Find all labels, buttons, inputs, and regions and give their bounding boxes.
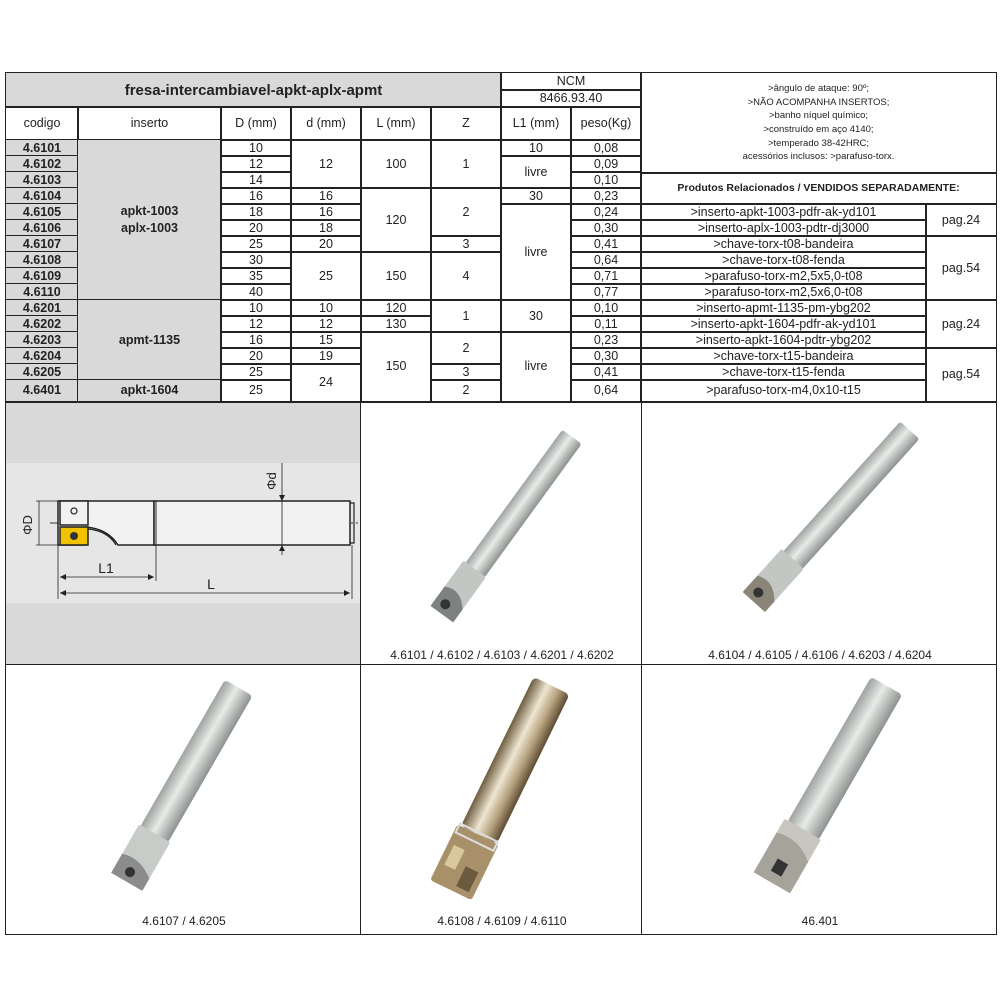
dim-L1: L1 <box>98 560 114 576</box>
Z-cell: 1 <box>430 299 502 333</box>
d-cell: 25 <box>290 251 362 301</box>
L1-cell: 30 <box>500 299 572 333</box>
inserto-group-1003 <box>77 139 222 301</box>
D-cell: 16 <box>220 331 292 349</box>
peso-cell: 0,30 <box>570 219 642 237</box>
peso-cell: 0,77 <box>570 283 642 301</box>
peso-cell: 0,08 <box>570 139 642 157</box>
L1-cell: livre <box>500 331 572 402</box>
codigo-cell: 4.6401 <box>5 379 79 402</box>
peso-cell: 0,64 <box>570 251 642 269</box>
related-heading: Produtos Relacionados / VENDIDOS SEPARADAMENTE: <box>640 172 997 205</box>
col-header-peso: peso(Kg) <box>570 106 642 141</box>
col-header-L: L (mm) <box>360 106 432 141</box>
peso-cell: 0,23 <box>570 187 642 205</box>
codigo-cell: 4.6102 <box>5 155 79 173</box>
note-line: acessórios inclusos: >parafuso-torx. <box>742 151 895 163</box>
codigo-cell: 4.6101 <box>5 139 79 157</box>
peso-cell: 0,41 <box>570 235 642 253</box>
ncm-value: 8466.93.40 <box>500 89 642 108</box>
peso-cell: 0,11 <box>570 315 642 333</box>
L1-cell: livre <box>500 155 572 189</box>
peso-cell: 0,71 <box>570 267 642 285</box>
D-cell: 10 <box>220 139 292 157</box>
peso-cell: 0,30 <box>570 347 642 365</box>
related-item: >chave-torx-t15-bandeira <box>640 347 927 365</box>
d-cell: 18 <box>290 219 362 237</box>
D-cell: 35 <box>220 267 292 285</box>
D-cell: 40 <box>220 283 292 301</box>
L-cell: 100 <box>360 139 432 189</box>
Z-cell: 3 <box>430 363 502 381</box>
codigo-cell: 4.6109 <box>5 267 79 285</box>
L-cell: 150 <box>360 331 432 402</box>
D-cell: 12 <box>220 315 292 333</box>
technical-drawing <box>5 402 362 666</box>
d-cell: 20 <box>290 235 362 253</box>
L-cell: 130 <box>360 315 432 333</box>
codigo-cell: 4.6203 <box>5 331 79 349</box>
d-cell: 12 <box>290 315 362 333</box>
product-photo-1 <box>360 402 643 666</box>
photo-caption: 4.6107 / 4.6205 <box>142 914 226 928</box>
related-item: >inserto-apkt-1003-pdfr-ak-yd101 <box>640 203 927 221</box>
product-photo-3 <box>5 664 362 935</box>
peso-cell: 0,64 <box>570 379 642 402</box>
col-header-D: D (mm) <box>220 106 292 141</box>
col-header-L1: L1 (mm) <box>500 106 572 141</box>
peso-cell: 0,24 <box>570 203 642 221</box>
L-cell: 120 <box>360 299 432 317</box>
codigo-cell: 4.6105 <box>5 203 79 221</box>
dim-phi-D: ΦD <box>20 515 35 535</box>
Z-cell: 2 <box>430 379 502 402</box>
ncm-label: NCM <box>500 72 642 91</box>
codigo-cell: 4.6201 <box>5 299 79 317</box>
codigo-cell: 4.6104 <box>5 187 79 205</box>
note-line: >temperado 38-42HRC; <box>767 137 870 149</box>
col-header-Z: Z <box>430 106 502 141</box>
D-cell: 10 <box>220 299 292 317</box>
Z-cell: 2 <box>430 187 502 237</box>
product-photo-4 <box>360 664 643 935</box>
peso-cell: 0,09 <box>570 155 642 173</box>
D-cell: 20 <box>220 219 292 237</box>
d-cell: 15 <box>290 331 362 349</box>
note-line: >construído em aço 4140; <box>763 124 874 135</box>
D-cell: 25 <box>220 379 292 402</box>
codigo-cell: 4.6107 <box>5 235 79 253</box>
product-photo-2 <box>641 402 997 666</box>
page-ref: pag.54 <box>925 235 997 301</box>
dim-phi-d: Φd <box>264 472 279 490</box>
related-item: >inserto-apkt-1604-pdtr-ybg202 <box>640 331 927 349</box>
D-cell: 25 <box>220 363 292 381</box>
related-item: >chave-torx-t08-fenda <box>640 251 927 269</box>
inserto-group-1135: apmt-1135 <box>77 299 222 381</box>
photo-caption: 4.6101 / 4.6102 / 4.6103 / 4.6201 / 4.6202 <box>390 648 614 662</box>
Z-cell: 3 <box>430 235 502 253</box>
Z-cell: 1 <box>430 139 502 189</box>
end-mill-schematic <box>6 403 363 667</box>
D-cell: 18 <box>220 203 292 221</box>
related-item: >parafuso-torx-m2,5x6,0-t08 <box>640 283 927 301</box>
D-cell: 16 <box>220 187 292 205</box>
product-photo-5 <box>641 664 997 935</box>
codigo-cell: 4.6103 <box>5 171 79 189</box>
codigo-cell: 4.6110 <box>5 283 79 301</box>
peso-cell: 0,41 <box>570 363 642 381</box>
inserto-group-1604: apkt-1604 <box>77 379 222 402</box>
L-cell: 150 <box>360 251 432 301</box>
codigo-cell: 4.6204 <box>5 347 79 365</box>
page-ref: pag.24 <box>925 299 997 349</box>
D-cell: 25 <box>220 235 292 253</box>
L1-cell: 30 <box>500 187 572 205</box>
end-mill-image <box>642 665 998 936</box>
D-cell: 14 <box>220 171 292 189</box>
table-title: fresa-intercambiavel-apkt-aplx-apmt <box>5 72 502 108</box>
photo-caption: 4.6104 / 4.6105 / 4.6106 / 4.6203 / 4.6204 <box>708 648 932 662</box>
dim-L: L <box>207 576 215 592</box>
d-cell: 24 <box>290 363 362 402</box>
peso-cell: 0,10 <box>570 171 642 189</box>
D-cell: 12 <box>220 155 292 173</box>
Z-cell: 4 <box>430 251 502 301</box>
related-item: >inserto-apmt-1135-pm-ybg202 <box>640 299 927 317</box>
page-ref: pag.24 <box>925 203 997 237</box>
codigo-cell: 4.6205 <box>5 363 79 381</box>
photo-caption: 4.6108 / 4.6109 / 4.6110 <box>437 914 567 928</box>
L1-cell: livre <box>500 203 572 301</box>
d-cell: 16 <box>290 187 362 205</box>
Z-cell: 2 <box>430 331 502 365</box>
related-item: >parafuso-torx-m4,0x10-t15 <box>640 379 927 402</box>
related-item: >parafuso-torx-m2,5x5,0-t08 <box>640 267 927 285</box>
end-mill-image <box>361 665 644 936</box>
related-item: >inserto-apkt-1604-pdfr-ak-yd101 <box>640 315 927 333</box>
related-item: >inserto-aplx-1003-pdtr-dj3000 <box>640 219 927 237</box>
L1-cell: 10 <box>500 139 572 157</box>
end-mill-image <box>642 403 998 667</box>
notes-panel <box>640 72 997 174</box>
D-cell: 20 <box>220 347 292 365</box>
related-item: >chave-torx-t15-fenda <box>640 363 927 381</box>
inserto-label: aplx-1003 <box>121 221 178 235</box>
col-header-codigo: codigo <box>5 106 79 141</box>
codigo-cell: 4.6106 <box>5 219 79 237</box>
col-header-d: d (mm) <box>290 106 362 141</box>
d-cell: 12 <box>290 139 362 189</box>
D-cell: 30 <box>220 251 292 269</box>
d-cell: 19 <box>290 347 362 365</box>
peso-cell: 0,10 <box>570 299 642 317</box>
codigo-cell: 4.6202 <box>5 315 79 333</box>
col-header-inserto: inserto <box>77 106 222 141</box>
note-line: >banho níquel químico; <box>768 110 869 122</box>
d-cell: 10 <box>290 299 362 317</box>
L-cell: 120 <box>360 187 432 253</box>
codigo-cell: 4.6108 <box>5 251 79 269</box>
related-item: >chave-torx-t08-bandeira <box>640 235 927 253</box>
page-ref: pag.54 <box>925 347 997 402</box>
end-mill-image <box>6 665 363 936</box>
d-cell: 16 <box>290 203 362 221</box>
inserto-label: apkt-1003 <box>120 204 179 218</box>
end-mill-image <box>361 403 644 667</box>
peso-cell: 0,23 <box>570 331 642 349</box>
photo-caption: 46.401 <box>801 914 839 928</box>
note-line: >NÃO ACOMPANHA INSERTOS; <box>747 96 890 108</box>
note-line: >ângulo de ataque: 90º; <box>768 83 869 95</box>
